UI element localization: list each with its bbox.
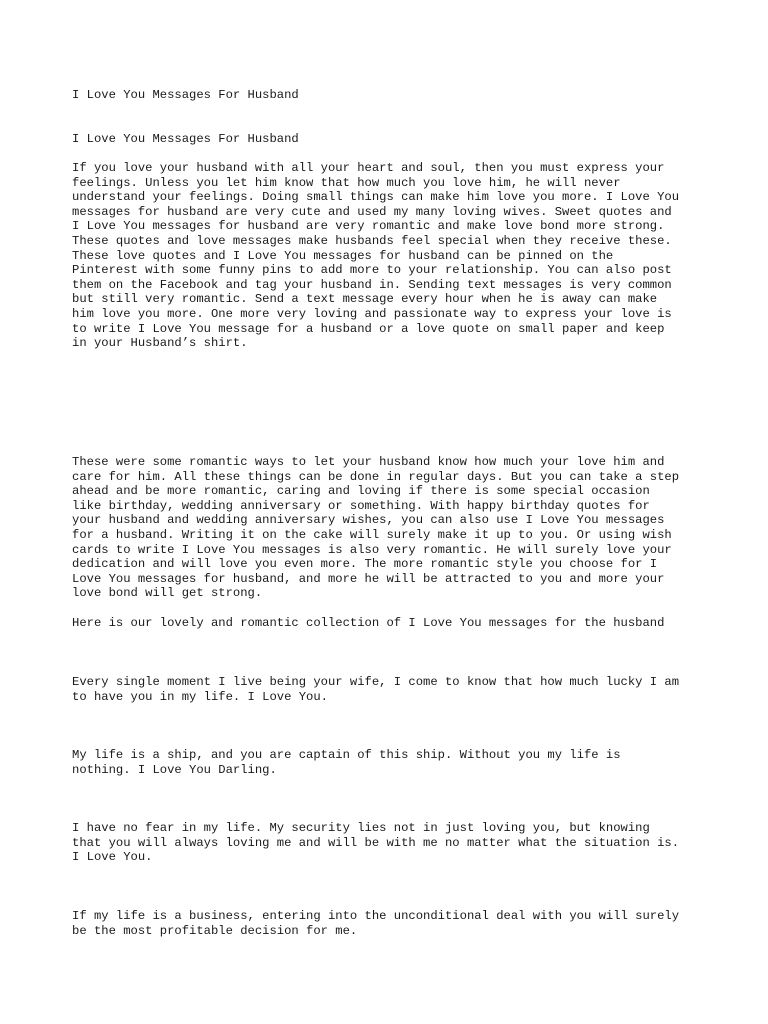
message-item: Every single moment I live being your wife, I come to know that how much lucky I am to have you in my life. I Love You.: [72, 675, 680, 704]
message-item: I have no fear in my life. My security lies not in just loving you, but knowing that you will always loving me and will be with me no matter what the situation is. I Love You.: [72, 821, 680, 865]
collection-intro-line: Here is our lovely and romantic collection of I Love You messages for the husband: [72, 616, 665, 630]
message-item: If my life is a business, entering into the unconditional deal with you will surely be the most profitable decision for me.: [72, 909, 680, 938]
paragraph-ways: These were some romantic ways to let your husband know how much your love him and care for him. All these things can be done in regular days. But you can take a step ahead and be more romantic, caring and loving if there is some special occasion like birthday, wedding anniversary or something. With happy birthday quotes for your husband and wedding anniversary wishes, you can also use I Love You messages for a husband. Writing it on the cake will surely make it up to you. Or using wish cards to write I Love You messages is also very romantic. He will surely love your dedication and will love you even more. The more romantic style you choose for I Love You messages for husband, and more he will be attracted to you and more your love bond will get strong.: [72, 455, 680, 601]
message-item: My life is a ship, and you are captain of this ship. Without you my life is nothing. I Love You Darling.: [72, 748, 621, 777]
document-heading: I Love You Messages For Husband: [72, 132, 299, 146]
header-title: I Love You Messages For Husband: [72, 88, 299, 102]
paragraph-intro: If you love your husband with all your heart and soul, then you must express your feelings. Unless you let him know that how much you love him, he will never understand your feelings. Doing small things can make him love you more. I Love You messages for husband are very cute and used my many loving wives. Sweet quotes and I Love You messages for husband are very romantic and make love bond more strong. These quotes and love messages make husbands feel special when they receive these. These love quotes and I Love You messages for husband can be pinned on the Pinterest with some funny pins to add more to your relationship. You can also post them on the Facebook and tag your husband in. Sending text messages is very common but still very romantic. Send a text message every hour when he is away can make him love you more. One more very loving and passionate way to express your love is to write I Love You message for a husband or a love quote on small paper and keep in your Husband’s shirt.: [72, 161, 680, 351]
